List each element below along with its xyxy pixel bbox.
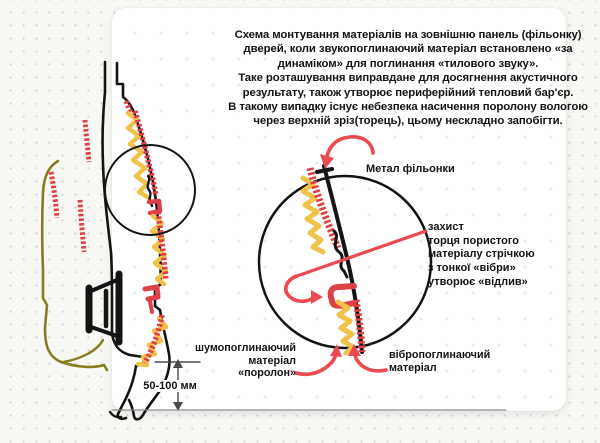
label-foam-material: шумопоглинаючий матеріал «поролон» (194, 342, 296, 380)
label-damping-material: вібропоглинаючий матеріал (389, 349, 491, 374)
description-line: динаміком» для поглинання «тилового звуку». (277, 57, 539, 70)
foam-arrow-icon (296, 344, 342, 374)
speaker-drawing (89, 274, 119, 342)
vibration-damping-strips-left (51, 120, 89, 252)
damping-arrow-icon (348, 344, 386, 371)
dimension-label: 50-100 мм (138, 380, 202, 392)
description-line: дверей, коли звукопоглинаючий матеріал встановлено «за (243, 43, 573, 56)
foam-zigzag-detail-upper (303, 178, 323, 252)
door-cross-section (42, 62, 195, 419)
foam-zigzag-detail-lower (338, 302, 353, 353)
label-metal-panel: Метал фільонки (366, 163, 455, 175)
metal-panel-top-tick (317, 169, 332, 172)
description-paragraph (222, 28, 594, 129)
label-edge-protection: захист торця пористого матеріалу стрічкою з тонкої «вібри» утворює «відлив» (428, 221, 535, 288)
drip-edge-tape-small (149, 201, 160, 213)
description-line: Таке розташування виправдане для досягнення акустичного (238, 72, 578, 85)
description-line: В такому випадку існує небезпека насичення поролону вологою (228, 101, 588, 114)
description-line: через верхній зріз(торець), цьому нескладно запобігти. (253, 115, 563, 128)
description-line: Схема монтування матеріалів на зовнішню панель (фільонку) (234, 29, 582, 41)
description-line: результату, також утворює периферійний тепловий бар'єр. (242, 86, 574, 99)
